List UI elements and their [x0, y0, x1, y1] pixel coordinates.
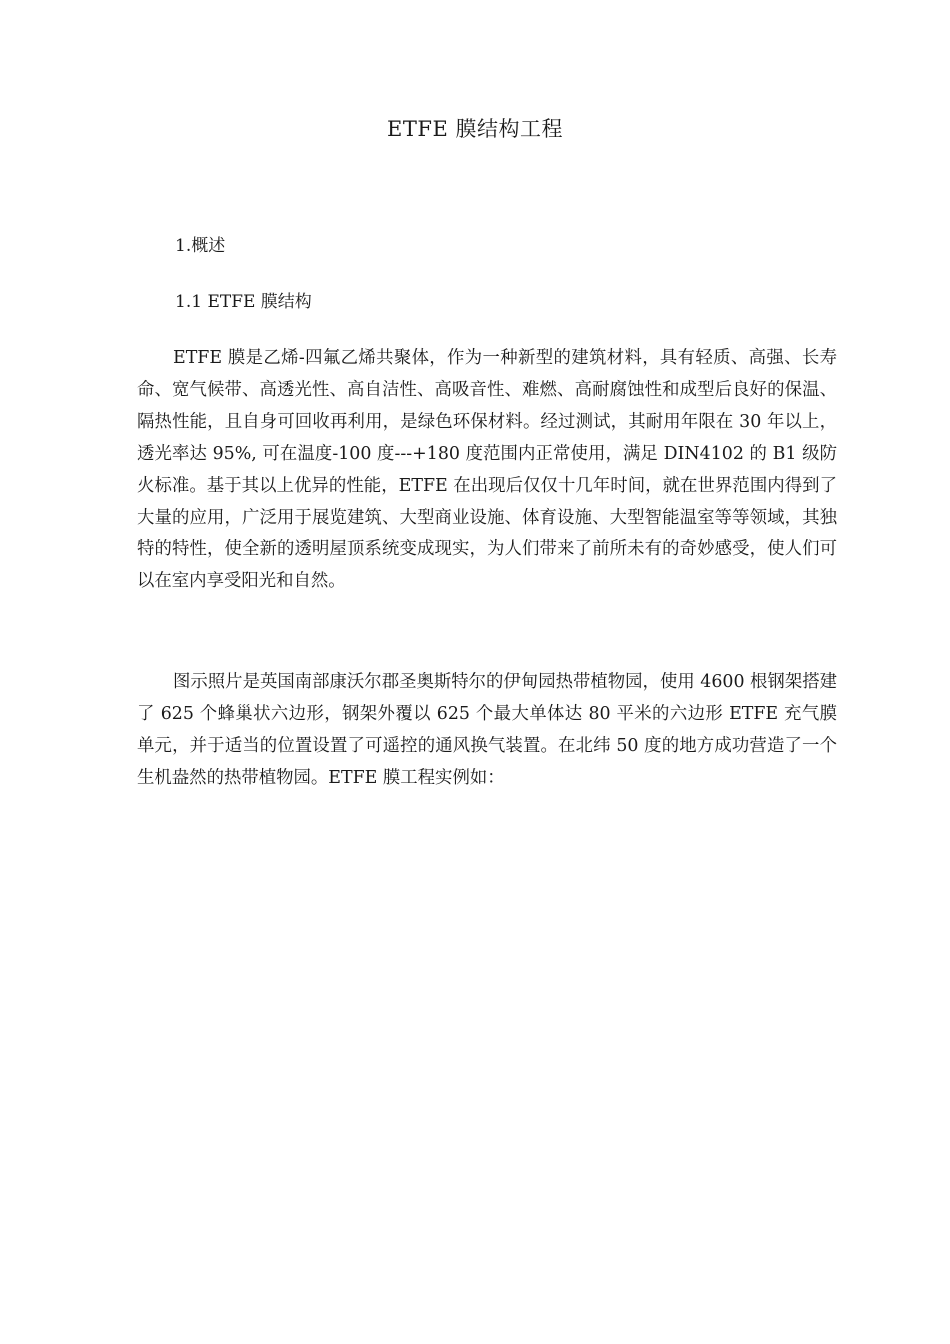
document-title: ETFE 膜结构工程 [387, 117, 563, 141]
paragraph-etfe-description: ETFE 膜是乙烯-四氟乙烯共聚体，作为一种新型的建筑材料，具有轻质、高强、长寿命、宽气候带、高透光性、高自洁性、高吸音性、难燃、高耐腐蚀性和成型后良好的保温、隔热性能，且自身可回收再利用，是绿色环保材料。经过测试，其耐用年限在 30 年以上，透光率达 95%, 可在温度-100 度---+180 度范围内正常使用，满足 DIN4102 的 B1 级防火标准。基于其以上优异的性能，ETFE 在出现后仅仅十几年时间，就在世界范围内得到了大量的应用，广泛用于展览建筑、大型商业设施、体育设施、大型智能温室等等领域，其独特的特性，使全新的透明屋顶系统变成现实，为人们带来了前所未有的奇妙感受，使人们可以在室内享受阳光和自然。 [137, 348, 837, 592]
subsection-heading-etfe: 1.1 ETFE 膜结构 [175, 292, 312, 312]
section-heading-overview: 1.概述 [175, 236, 226, 256]
paragraph-eden-project: 图示照片是英国南部康沃尔郡圣奥斯特尔的伊甸园热带植物园，使用 4600 根钢架搭建了 625 个蜂巢状六边形，钢架外覆以 625 个最大单体达 80 平米的六边形 ETFE 充气膜单元，并于适当的位置设置了可遥控的通风换气装置。在北纬 50 度的地方成功营造了一个生机盎然的热带植物园。ETFE 膜工程实例如： [137, 672, 837, 788]
